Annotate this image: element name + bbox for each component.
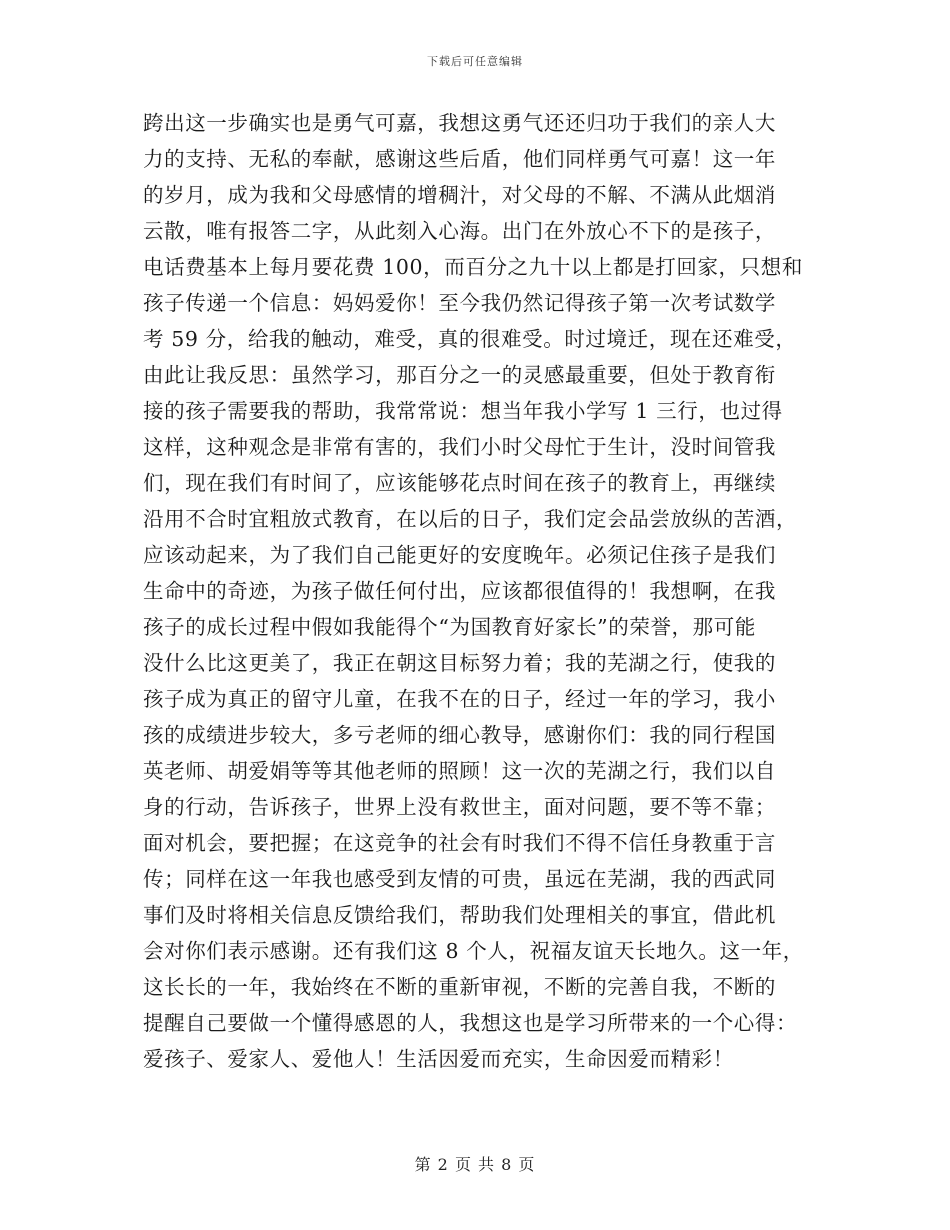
body-line: 这样，这种观念是非常有害的，我们小时父母忙于生计，没时间管我	[143, 435, 776, 459]
body-line: 事们及时将相关信息反馈给我们，帮助我们处理相关的事宜，借此机	[143, 903, 776, 927]
body-line: 由此让我反思：虽然学习，那百分之一的灵感最重要，但处于教育衔	[143, 363, 776, 387]
body-line: 英老师、胡爱娟等等其他老师的照顾！这一次的芜湖之行，我们以自	[143, 759, 776, 783]
body-line: 身的行动，告诉孩子，世界上没有救世主，面对问题，要不等不靠；	[143, 795, 776, 819]
body-line: 没什么比这更美了，我正在朝这目标努力着；我的芜湖之行，使我的	[143, 651, 776, 675]
body-line: 们，现在我们有时间了，应该能够花点时间在孩子的教育上，再继续	[143, 471, 776, 495]
page-header: 下载后可任意编辑	[427, 55, 523, 68]
body-line: 提醒自己要做一个懂得感恩的人，我想这也是学习所带来的一个心得：	[143, 1011, 798, 1035]
body-line: 会对你们表示感谢。还有我们这 8 个人，祝福友谊天长地久。这一年，	[143, 939, 804, 963]
body-line: 生命中的奇迹，为孩子做任何付出，应该都很值得的！我想啊，在我	[143, 579, 776, 603]
body-line: 云散，唯有报答二字，从此刻入心海。出门在外放心不下的是孩子，	[143, 219, 776, 243]
body-line: 电话费基本上每月要花费 100，而百分之九十以上都是打回家，只想和	[143, 255, 803, 279]
body-line: 孩的成绩进步较大，多亏老师的细心教导，感谢你们：我的同行程国	[143, 723, 776, 747]
body-line: 接的孩子需要我的帮助，我常常说：想当年我小学写 1 三行，也过得	[143, 399, 783, 423]
body-line: 力的支持、无私的奉献，感谢这些后盾，他们同样勇气可嘉！这一年	[143, 147, 776, 171]
body-line: 爱孩子、爱家人、爱他人！生活因爱而充实，生命因爱而精彩！	[143, 1047, 734, 1071]
body-line: 沿用不合时宜粗放式教育，在以后的日子，我们定会品尝放纵的苦酒，	[143, 507, 798, 531]
body-line: 考 59 分，给我的触动，难受，真的很难受。时过境迁，现在还难受，	[143, 327, 797, 351]
body-line: 这长长的一年，我始终在不断的重新审视，不断的完善自我，不断的	[143, 975, 776, 999]
page-footer: 第 2 页 共 8 页	[414, 1155, 536, 1174]
body-line: 跨出这一步确实也是勇气可嘉，我想这勇气还还归功于我们的亲人大	[143, 111, 776, 135]
body-line: 孩子传递一个信息：妈妈爱你！至今我仍然记得孩子第一次考试数学	[143, 291, 776, 315]
document-body	[143, 105, 813, 1077]
body-line: 应该动起来，为了我们自己能更好的安度晚年。必须记住孩子是我们	[143, 543, 776, 567]
body-line: 孩子的成长过程中假如我能得个“为国教育好家长”的荣誉，那可能	[143, 615, 756, 639]
body-line: 面对机会，要把握；在这竞争的社会有时我们不得不信任身教重于言	[143, 831, 776, 855]
body-line: 孩子成为真正的留守儿童，在我不在的日子，经过一年的学习，我小	[143, 687, 776, 711]
body-line: 传；同样在这一年我也感受到友情的可贵，虽远在芜湖，我的西武同	[143, 867, 776, 891]
body-line: 的岁月，成为我和父母感情的增稠汁，对父母的不解、不满从此烟消	[143, 183, 776, 207]
